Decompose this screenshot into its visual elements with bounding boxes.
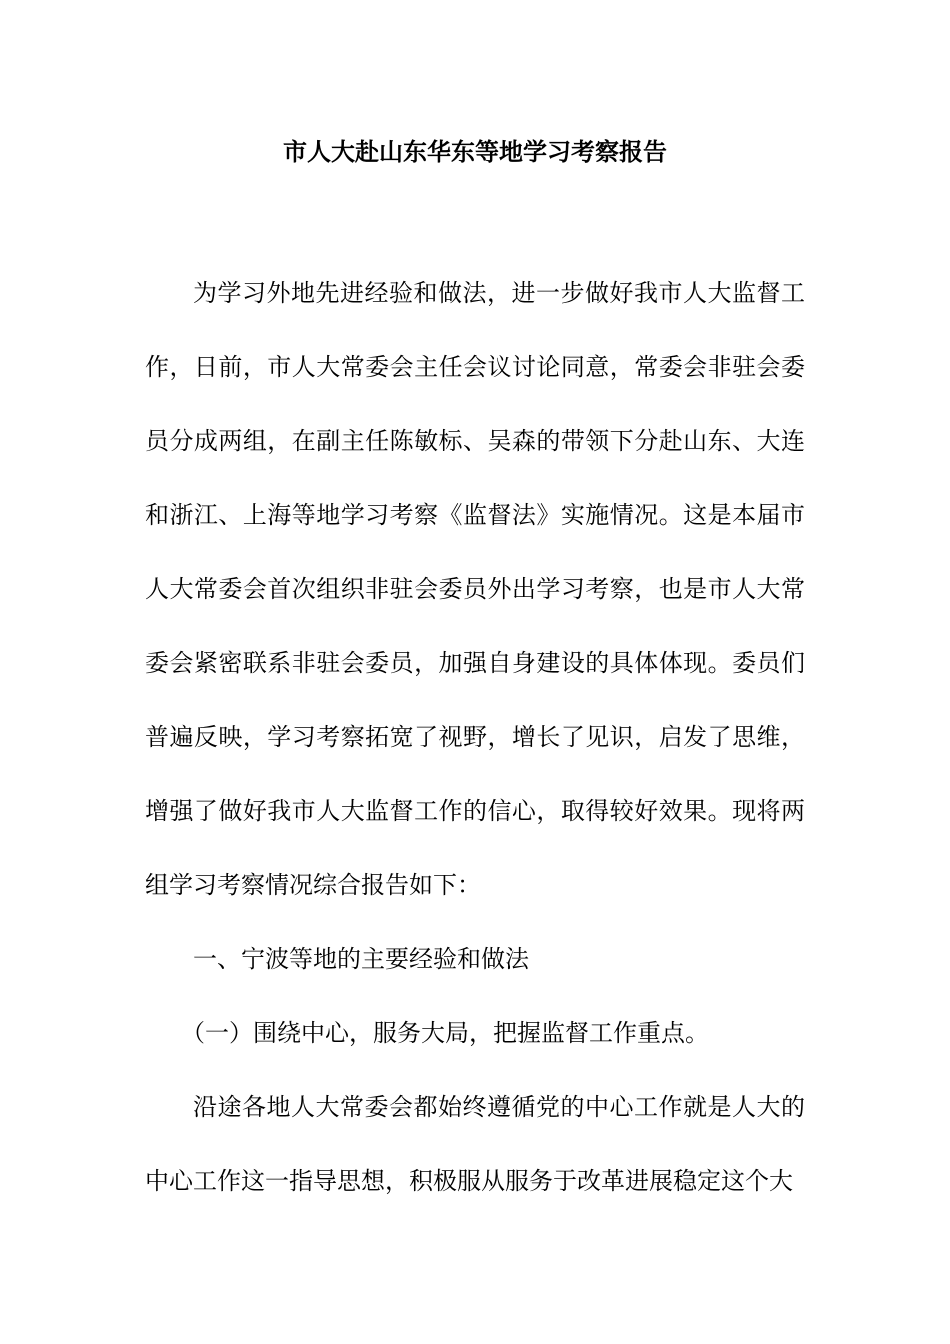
intro-paragraph: 为学习外地先进经验和做法，进一步做好我市人大监督工作，日前，市人大常委会主任会议讨论同意，常委会非驻会委员分成两组，在副主任陈敏标、吴森的带领下分赴山东、大连和浙江、上海等地学习考察《监督法》实施情况。这是本届市人大常委会首次组织非驻会委员外出学习考察，也是市人大常委会紧密联系非驻会委员，加强自身建设的具体体现。委员们普遍反映，学习考察拓宽了视野，增长了见识，启发了思维，增强了做好我市人大监督工作的信心，取得较好效果。现将两组学习考察情况综合报告如下： [145,279,805,899]
body-paragraph: 沿途各地人大常委会都始终遵循党的中心工作就是人大的中心工作这一指导思想，积极服从服务于改革进展稳定这个大 [145,1093,805,1195]
section-heading: 一、宁波等地的主要经验和做法 [193,945,529,973]
subsection-heading: （一）围绕中心，服务大局，把握监督工作重点。 [181,1019,709,1047]
document-body [145,256,805,1218]
document-title: 市人大赴山东华东等地学习考察报告 [283,137,667,166]
